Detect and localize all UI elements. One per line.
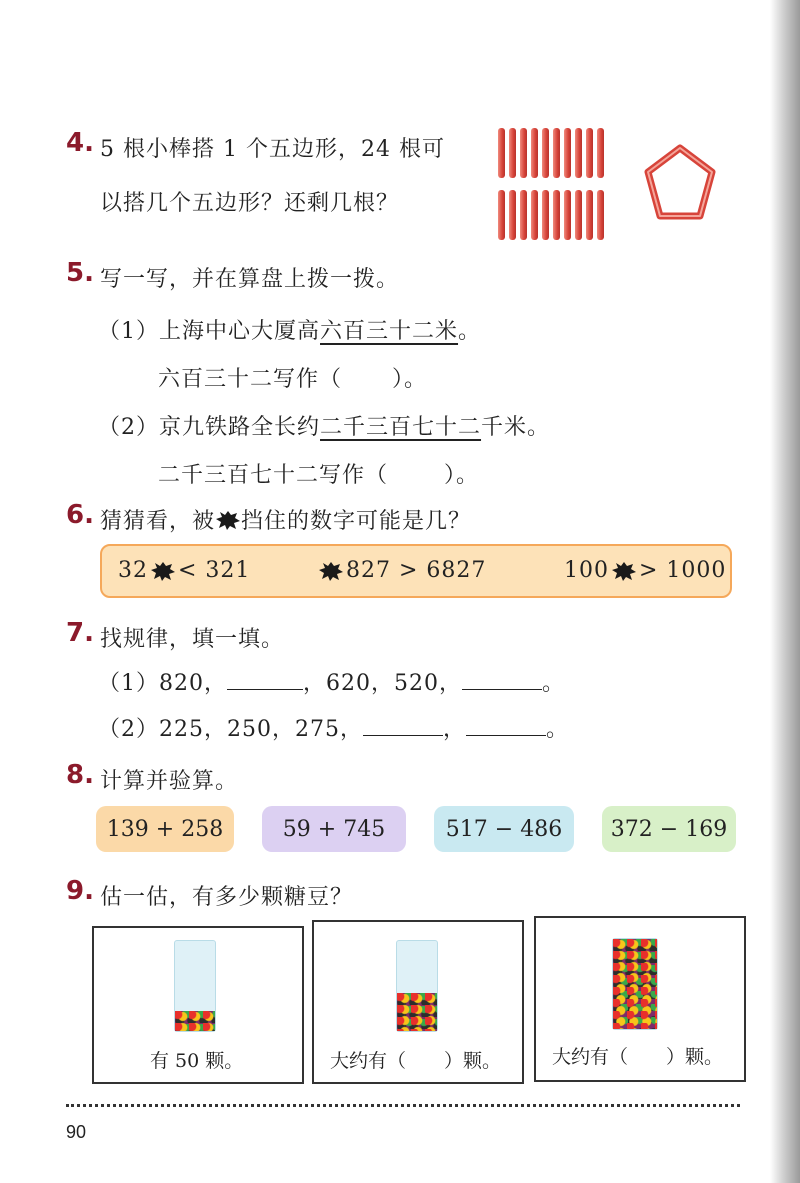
q6-title — [100, 504, 471, 535]
stick — [509, 190, 516, 240]
q6-item-3-left: 100 — [564, 558, 609, 583]
q8-title: 计算并验算。 — [100, 769, 239, 794]
pentagon-illustration — [640, 140, 720, 224]
stick — [564, 128, 571, 178]
q5-part1-write — [158, 362, 427, 393]
q7-part1-blank-2[interactable] — [462, 668, 542, 690]
stick — [586, 128, 593, 178]
q9-number: 9. — [66, 876, 94, 906]
stick — [542, 128, 549, 178]
q6-item-3 — [564, 558, 726, 583]
q5-title: 写一写，并在算盘上拨一拨。 — [100, 267, 400, 292]
q7-part1-blank-1[interactable] — [227, 668, 303, 690]
q4-line1: 5 根小棒搭 1 个五边形，24 根可 — [100, 137, 445, 162]
stick — [498, 128, 505, 178]
q5-part2-end: 千米。 — [481, 415, 551, 440]
q5-part2-text: 京九铁路全长约 — [159, 415, 321, 440]
q7-part1-b: ，620，520， — [303, 671, 462, 696]
q7-part2-end: 。 — [546, 717, 570, 742]
stick — [553, 190, 560, 240]
q6-item-3-right: > 1000 — [639, 558, 727, 583]
q9-title: 估一估，有多少颗糖豆？ — [100, 885, 354, 910]
stick — [520, 128, 527, 178]
ink-blot-icon — [318, 560, 344, 582]
candy-beans-2 — [397, 993, 437, 1031]
q7-part2-blank-2[interactable] — [466, 714, 546, 736]
candy-beans-3 — [613, 939, 657, 1029]
q8-number: 8. — [66, 760, 94, 790]
q6-item-1-right: < 321 — [178, 558, 251, 583]
footer-dotted-divider — [66, 1104, 740, 1107]
stick — [575, 190, 582, 240]
q7-number: 7. — [66, 618, 94, 648]
q7-part2 — [98, 712, 569, 743]
q6-item-2-right: 827 > 6827 — [346, 558, 487, 583]
stick — [520, 190, 527, 240]
candy-jar-1 — [174, 940, 216, 1032]
sticks-illustration — [498, 128, 604, 240]
q7-title: 找规律，填一填。 — [100, 627, 285, 652]
stick — [498, 190, 505, 240]
q7-part1-a: 820， — [159, 671, 227, 696]
page-edge-shadow — [770, 0, 800, 1183]
q7-part2-label: （2） — [98, 717, 159, 742]
ink-blot-icon — [215, 509, 241, 531]
q7-part2-a: 225，250，275， — [159, 717, 363, 742]
stick — [597, 128, 604, 178]
stick — [531, 128, 538, 178]
jar-caption-2: 大约有（ ）颗。 — [330, 1050, 502, 1072]
q5-part1-label: （1） — [98, 319, 159, 344]
q5-part2-underlined: 二千三百七十二 — [320, 415, 482, 440]
stick — [564, 190, 571, 240]
stick — [542, 190, 549, 240]
q8-calc-box-1: 139 + 258 — [96, 806, 234, 852]
stick — [597, 190, 604, 240]
candy-jar-3 — [612, 938, 658, 1030]
stick — [531, 190, 538, 240]
q8-calc-box-3: 517 − 486 — [434, 806, 574, 852]
q6-item-1-left: 32 — [118, 558, 148, 583]
q5-part1-underlined: 六百三十二米 — [320, 319, 459, 344]
q5-part2-close: ）。 — [444, 463, 480, 488]
q5-part2 — [98, 410, 550, 441]
q5-part2-write — [158, 458, 479, 489]
q8-calc-box-4: 372 − 169 — [602, 806, 736, 852]
q7-part2-b: ， — [442, 717, 466, 742]
candy-beans-1 — [175, 1011, 215, 1031]
q8-calc-box-2: 59 + 745 — [262, 806, 406, 852]
stick — [575, 128, 582, 178]
q5-part1-end: 。 — [458, 319, 482, 344]
q7-part2-blank-1[interactable] — [363, 714, 443, 736]
stick — [509, 128, 516, 178]
q6-title-pre: 猜猜看，被 — [100, 509, 216, 534]
q6-item-1 — [118, 558, 250, 583]
q6-item-2 — [318, 558, 486, 583]
q7-part1-end: 。 — [541, 671, 565, 696]
q4-line2: 以搭几个五边形？还剩几根？ — [100, 191, 400, 216]
jar-caption-3: 大约有（ ）颗。 — [552, 1046, 724, 1068]
q5-part2-label: （2） — [98, 415, 159, 440]
q5-part2-prompt: 二千三百七十二写作（ — [158, 463, 389, 488]
ink-blot-icon — [611, 560, 637, 582]
q5-part1-close: ）。 — [392, 367, 428, 392]
ink-blot-icon — [150, 560, 176, 582]
q5-part1 — [98, 314, 481, 345]
q4-number: 4. — [66, 128, 94, 158]
q5-part1-text: 上海中心大厦高 — [159, 319, 321, 344]
q7-part1 — [98, 666, 565, 697]
q5-part1-prompt: 六百三十二写作（ — [158, 367, 343, 392]
q7-part1-label: （1） — [98, 671, 159, 696]
candy-jar-2 — [396, 940, 438, 1032]
stick — [586, 190, 593, 240]
page-number: 90 — [66, 1122, 87, 1142]
q5-number: 5. — [66, 258, 94, 288]
stick — [553, 128, 560, 178]
q6-title-post: 挡住的数字可能是几？ — [241, 509, 472, 534]
q6-number: 6. — [66, 500, 94, 530]
jar-caption-1: 有 50 颗。 — [150, 1050, 244, 1072]
